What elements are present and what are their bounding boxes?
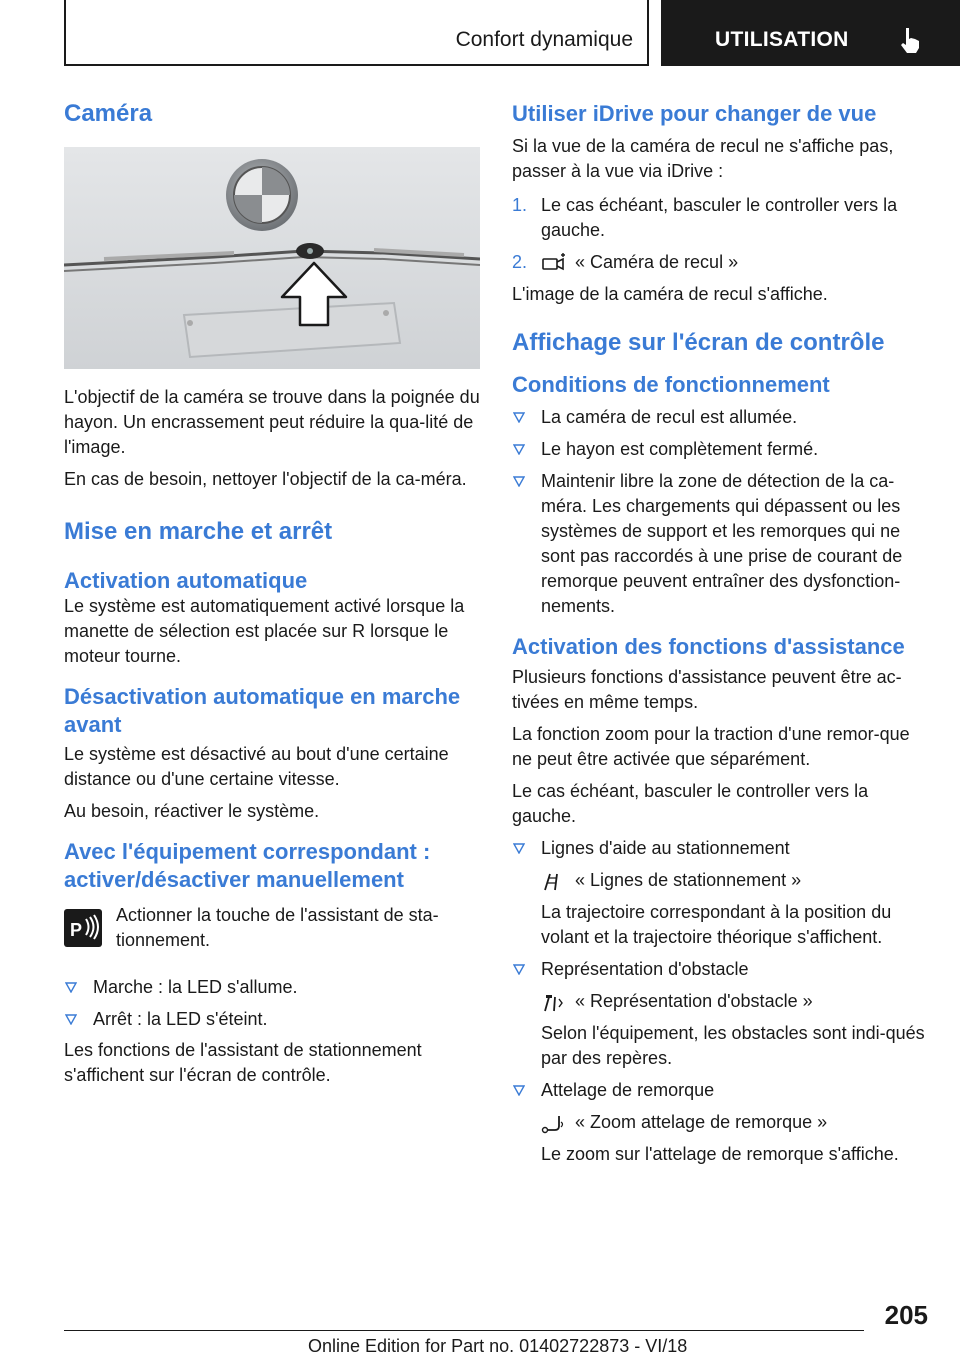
list-item <box>64 1007 480 1032</box>
footer-edition: Online Edition for Part no. 01402722873 - VI/18 <box>308 1336 688 1356</box>
step-text: Le cas échéant, basculer le controller vers la gauche. <box>541 194 898 240</box>
conditions-list <box>512 405 928 619</box>
list-item <box>512 469 928 619</box>
list-item <box>512 405 928 430</box>
triangle-bullet-icon <box>513 476 525 487</box>
idrive-heading: Utiliser iDrive pour changer de vue <box>512 101 877 126</box>
step-number: 2. <box>512 251 528 272</box>
idrive-paragraph-2: L'image de la caméra de recul s'affiche. <box>512 283 828 304</box>
assist-item-menu <box>541 1110 928 1135</box>
camera-paragraph-2: En cas de besoin, nettoyer l'objectif de la ca‐méra. <box>64 468 467 489</box>
list-item <box>512 1078 928 1167</box>
assist-item-description: Selon l'équipement, les obstacles sont indi‐qués par des repères. <box>541 1023 925 1069</box>
list-item-text: La caméra de recul est allumée. <box>541 406 798 427</box>
auto-off-paragraph-2: Au besoin, réactiver le système. <box>64 801 320 822</box>
manual-paragraph-2: Les fonctions de l'assistant de stationnement s'affichent sur l'écran de contrôle. <box>64 1040 422 1086</box>
manual-list <box>64 975 480 1032</box>
triangle-bullet-icon <box>513 444 525 455</box>
triangle-bullet-icon <box>513 1085 525 1096</box>
assist-item-menu <box>541 989 928 1014</box>
assist-functions-list <box>512 836 928 1167</box>
list-item <box>512 437 928 462</box>
park-assist-button-icon <box>64 909 102 947</box>
display-heading: Affichage sur l'écran de contrôle <box>512 328 885 356</box>
page-number: 205 <box>884 1300 928 1330</box>
step-number: 1. <box>512 194 528 215</box>
triangle-bullet-icon <box>65 982 77 993</box>
camera-paragraph-1: L'objectif de la caméra se trouve dans la poignée du hayon. Un encrassement peut réduire la qua‐lité de l'image. <box>64 386 480 457</box>
tailgate-camera-illustration <box>64 147 480 369</box>
chapter-title: UTILISATION <box>715 28 849 51</box>
manual-paragraph: Actionner la touche de l'assistant de sta‐tionnement. <box>116 905 439 951</box>
idrive-steps <box>512 193 928 275</box>
manual-heading: Avec l'équipement correspondant : activer/désactiver manuellement <box>64 839 431 892</box>
auto-off-heading: Désactivation automatique en marche avant <box>64 684 461 737</box>
section-title-box <box>64 0 649 66</box>
assist-item-menu-text: « Lignes de stationnement » <box>575 870 802 891</box>
assist-item-title: Attelage de remorque <box>541 1080 715 1101</box>
left-column <box>64 100 480 1088</box>
onoff-heading: Mise en marche et arrêt <box>64 517 333 545</box>
camera-location-figure <box>64 147 480 369</box>
hand-pointer-icon <box>898 26 922 54</box>
list-item-text: Marche : la LED s'allume. <box>93 977 298 998</box>
obstacle-marking-icon <box>541 993 567 1013</box>
assist-paragraph-1: Plusieurs fonctions d'assistance peuvent être ac‐tivées en même temps. <box>512 667 902 713</box>
assist-paragraph-3: Le cas échéant, basculer le controller vers la gauche. <box>512 781 869 827</box>
svg-text:P: P <box>70 920 83 941</box>
auto-off-paragraph-1: Le système est désactivé au bout d'une certaine distance ou d'une certaine vitesse. <box>64 744 449 790</box>
triangle-bullet-icon <box>513 412 525 423</box>
conditions-heading: Conditions de fonctionnement <box>512 372 830 398</box>
parking-lines-icon <box>541 872 567 892</box>
rear-camera-icon <box>541 253 567 273</box>
assist-item-description: Le zoom sur l'attelage de remorque s'affiche. <box>541 1144 899 1165</box>
assist-item-title: Lignes d'aide au stationnement <box>541 838 790 859</box>
auto-on-heading: Activation automatique <box>64 567 308 593</box>
camera-heading: Caméra <box>64 100 153 127</box>
assist-heading: Activation des fonctions d'assistance <box>512 633 905 659</box>
assist-item-menu-text: « Représentation d'obstacle » <box>575 991 813 1012</box>
list-item-text: Arrêt : la LED s'éteint. <box>93 1009 268 1030</box>
triangle-bullet-icon <box>65 1014 77 1025</box>
assist-item-description: La trajectoire correspondant à la position du volant et la trajectoire théorique s'affichent. <box>541 902 892 948</box>
park-assist-key-note <box>64 903 480 957</box>
page-header <box>64 0 960 66</box>
triangle-bullet-icon <box>513 964 525 975</box>
list-item <box>512 957 928 1071</box>
idrive-paragraph: Si la vue de la caméra de recul ne s'affiche pas, passer à la vue via iDrive : <box>512 135 894 181</box>
step-text: « Caméra de recul » <box>575 251 739 272</box>
footer-divider <box>64 1330 864 1331</box>
assist-item-menu <box>541 868 928 893</box>
chapter-tab <box>661 0 960 66</box>
list-item <box>64 975 480 1000</box>
auto-on-paragraph: Le système est automatiquement activé lorsque la manette de sélection est placée sur R lorsque le moteur tourne. <box>64 596 465 667</box>
section-title: Confort dynamique <box>455 28 633 51</box>
assist-item-title: Représentation d'obstacle <box>541 959 749 980</box>
list-item <box>512 250 928 275</box>
list-item <box>512 836 928 950</box>
list-item-text: Maintenir libre la zone de détection de la ca‐méra. Les chargements qui dépassent ou les systèmes de support et les remorques qui ne sont pas raccordés à une prise de courant de remorque peuvent entraîner des dysfonction‐nements. <box>541 470 903 616</box>
assist-item-menu-text: « Zoom attelage de remorque » <box>575 1112 828 1133</box>
assist-paragraph-2: La fonction zoom pour la traction d'une remor‐que ne peut être activée que séparément. <box>512 724 910 770</box>
list-item-text: Le hayon est complètement fermé. <box>541 438 819 459</box>
right-column <box>512 100 928 1167</box>
trailer-hitch-icon <box>541 1114 567 1134</box>
triangle-bullet-icon <box>513 843 525 854</box>
list-item <box>512 193 928 243</box>
